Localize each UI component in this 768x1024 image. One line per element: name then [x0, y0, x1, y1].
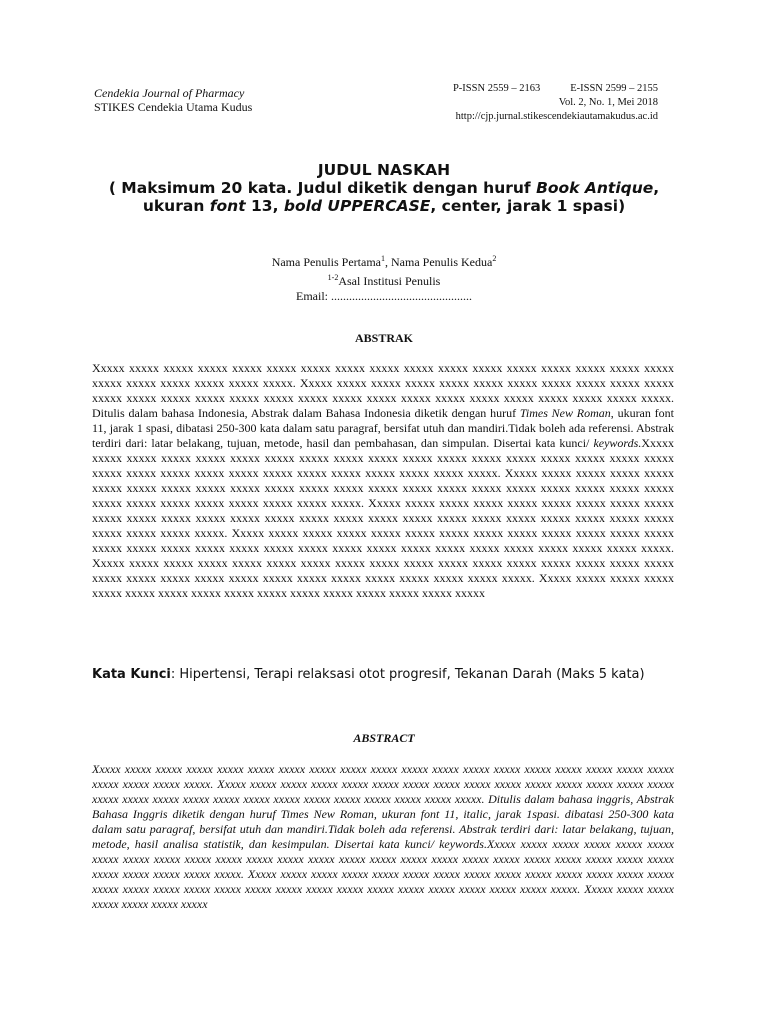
abstrak-text: , ukuran font 11, jarak 1 spasi, dibatasi 250-300 kata dalam satu paragraf, bersifat utuh dan mandiri.Tidak boleh ada referensi. Abstrak terdiri dari: latar belakang, tujuan, metode, hasil dan pembahasan, dan simpulan. Disertai kata kunci/: [92, 406, 675, 450]
affiliation-text: Asal Institusi Penulis: [338, 274, 441, 288]
author-1: Nama Penulis Pertama: [271, 255, 381, 269]
title-text: , ukuran: [142, 179, 660, 215]
volume-info: Vol. 2, No. 1, Mei 2018: [558, 97, 658, 108]
title-text: ( Maksimum 20 kata. Judul diketik dengan huruf: [108, 179, 537, 197]
journal-name: Cendekia Journal of Pharmacy: [94, 86, 245, 100]
issn-line: [453, 82, 658, 96]
journal-header-left: [94, 86, 252, 114]
author-1-sup: 1: [381, 254, 385, 263]
journal-url[interactable]: http://cjp.jurnal.stikescendekiautamakudus.ac.id: [455, 111, 658, 122]
author-email: Email: ...............................................: [296, 289, 472, 303]
author-2-sup: 2: [492, 254, 497, 263]
title-italic-font: Book Antique: [536, 179, 654, 197]
abstrak-text: Xxxxx xxxxx xxxxx xxxxx xxxxx xxxxx xxxxx xxxxx xxxxx xxxxx xxxxx xxxxx xxxxx xxxxx xxxxx xxxxx xxxxx xxxxx xxxxx xxxxx xxxxx xxxxx xxxxx xxxxx xxxxx xxxxx xxxxx xxxxx xxxxx xxxxx. Xxxxx xxxxx xxxxx xxxxx xxxxx xxxxx xxxxx xxxxx xxxxx xxxxx xxxxx xxxxx xxxxx xxxxx xxxxx xxxxx xxxxx xxxxx xxxxx xxxxx xxxxx xxxxx xxxxx xxxxx xxxxx xxxxx xxxxx xxxxx xxxxx xxxxx. Xxxxx xxxxx xxxxx xxxxx xxxxx xxxxx xxxxx xxxxx xxxxx xxxxx xxxxx xxxxx xxxxx xxxxx xxxxx xxxxx xxxxx xxxxx xxxxx xxxxx xxxxx xxxxx xxxxx xxxxx xxxxx xxxxx xxxxx xxxxx xxxxx xxxxx. Xxxxx xxxxx xxxxx xxxxx xxxxx xxxxx xxxxx xxxxx xxxxx xxxxx xxxxx xxxxx xxxxx xxxxx xxxxx xxxxx xxxxx xxxxx xxxxx xxxxx xxxxx xxxxx xxxxx xxxxx xxxxx xxxxx xxxxx xxxxx xxxxx xxxxx. Xxxxx xxxxx xxxxx xxxxx xxxxx xxxxx xxxxx xxxxx xxxxx xxxxx xxxxx xxxxx xxxxx xxxxx xxxxx xxxxx xxxxx xxxxx xxxxx xxxxx xxxxx xxxxx xxxxx xxxxx xxxxx xxxxx xxxxx xxxxx xxxxx xxxxx. Xxxxx xxxxx xxxxx xxxxx xxxxx xxxxx xxxxx xxxxx xxxxx xxxxx xxxxx xxxxx xxxxx xxxxx xxxxx xxxxx: [92, 436, 674, 600]
institution-name: STIKES Cendekia Utama Kudus: [94, 100, 253, 114]
title-italic-font-word: font: [209, 197, 246, 215]
abstract-font-name: Times New Roman: [280, 807, 374, 821]
abstrak-font-name: Times New Roman: [519, 406, 611, 420]
kata-kunci: [92, 667, 676, 683]
title-main: JUDUL NASKAH: [317, 161, 451, 179]
abstrak-text: Xxxxx xxxxx xxxxx xxxxx xxxxx xxxxx xxxxx xxxxx xxxxx xxxxx xxxxx xxxxx xxxxx xxxxx xxxxx xxxxx xxxxx xxxxx xxxxx xxxxx xxxxx xxxxx xxxxx. Xxxxx xxxxx xxxxx xxxxx xxxxx xxxxx xxxxx xxxxx xxxxx xxxxx xxxxx xxxxx xxxxx xxxxx xxxxx xxxxx xxxxx xxxxx xxxxx xxxxx xxxxx xxxxx xxxxx xxxxx xxxxx xxxxx xxxxx xxxxx. Ditulis dalam bahasa Indonesia, Abstrak dalam Bahasa Indonesia diketik dengan huruf: [92, 361, 674, 420]
title-instructions: [92, 179, 676, 215]
pissn: P-ISSN 2559 – 2163: [452, 83, 541, 94]
abstract-text: , ukuran font 11, italic, jarak 1spasi. dibatasi 250-300 kata dalam satu paragraf, bersifat utuh dan mandiri.Tidak boleh ada referensi. Abstrak terdiri dari: latar belakang, tujuan, metode, hasil analisa statistik, dan kesimpulan. Disertai kata kunci/ keywords.Xxxxx xxxxx xxxxx xxxxx xxxxx xxxxx xxxxx xxxxx xxxxx xxxxx xxxxx xxxxx xxxxx xxxxx xxxxx xxxxx xxxxx xxxxx xxxxx xxxxx xxxxx xxxxx xxxxx xxxxx xxxxx xxxxx xxxxx xxxxx xxxxx xxxxx. Xxxxx xxxxx xxxxx xxxxx xxxxx xxxxx xxxxx xxxxx xxxxx xxxxx xxxxx xxxxx xxxxx xxxxx xxxxx xxxxx xxxxx xxxxx xxxxx xxxxx xxxxx xxxxx xxxxx xxxxx xxxxx xxxxx xxxxx xxxxx xxxxx xxxxx. Xxxxx xxxxx xxxxx xxxxx xxxxx xxxxx xxxxx: [92, 807, 674, 911]
title-text: 13,: [245, 197, 284, 215]
abstract-text: Xxxxx xxxxx xxxxx xxxxx xxxxx xxxxx xxxxx xxxxx xxxxx xxxxx xxxxx xxxxx xxxxx xxxxx xxxxx xxxxx xxxxx xxxxx xxxxx xxxxx xxxxx xxxxx xxxxx. Xxxxx xxxxx xxxxx xxxxx xxxxx xxxxx xxxxx xxxxx xxxxx xxxxx xxxxx xxxxx xxxxx xxxxx xxxxx xxxxx xxxxx xxxxx xxxxx xxxxx xxxxx xxxxx xxxxx xxxxx xxxxx xxxxx xxxxx xxxxx. Ditulis dalam bahasa inggris, Abstrak Bahasa Inggris diketik dengan huruf: [92, 762, 674, 821]
author-2: , Nama Penulis Kedua: [385, 255, 493, 269]
author-block: [92, 251, 676, 304]
title-italic-bold-upper: bold UPPERCASE: [283, 197, 431, 215]
affiliation: [92, 270, 676, 289]
author-names: [92, 251, 676, 270]
abstract-body: [92, 762, 674, 912]
abstrak-keywords-word: keywords.: [593, 436, 642, 450]
abstrak-heading: ABSTRAK: [354, 331, 413, 345]
title-text: , center, jarak 1 spasi): [430, 197, 626, 215]
abstract-heading: ABSTRACT: [353, 731, 415, 745]
kata-kunci-text: : Hipertensi, Terapi relaksasi otot progresif, Tekanan Darah (Maks 5 kata): [170, 667, 645, 682]
paper-title: [92, 161, 676, 215]
eissn: E-ISSN 2599 – 2155: [570, 83, 658, 94]
affiliation-sup: 1-2: [327, 273, 339, 282]
kata-kunci-label: Kata Kunci: [92, 667, 171, 682]
journal-header-right: [453, 82, 658, 124]
abstrak-body: [92, 361, 674, 601]
